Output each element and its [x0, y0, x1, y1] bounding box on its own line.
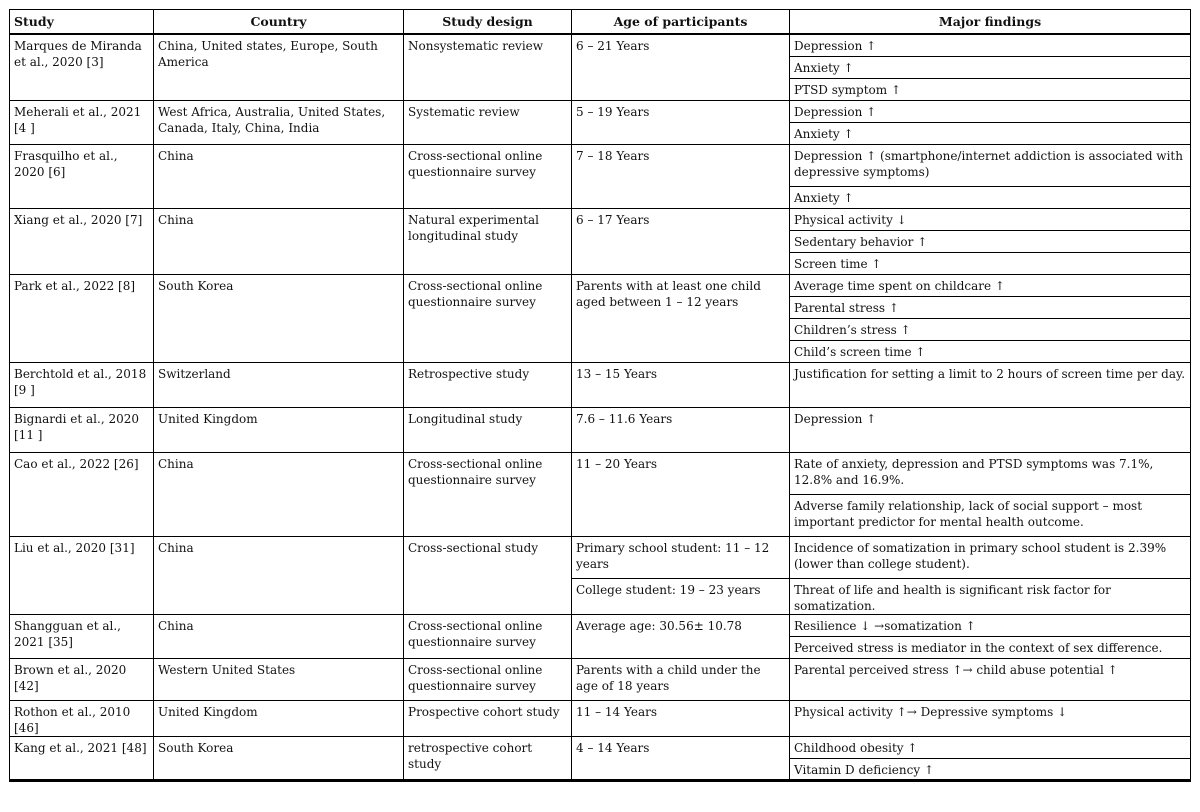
cell-age: 13 – 15 Years	[572, 362, 790, 407]
cell-age: 6 – 17 Years	[572, 208, 790, 274]
cell-finding: Physical activity ↑→ Depressive symptoms ↓	[790, 700, 1191, 736]
cell-finding: Anxiety ↑	[790, 56, 1191, 78]
cell-finding: Threat of life and health is significant risk factor for somatization.	[790, 578, 1191, 614]
cell-study: Brown et al., 2020 [42]	[10, 658, 154, 700]
header-row	[10, 10, 1191, 35]
cell-country: Western United States	[154, 658, 404, 700]
header-country: Country	[154, 10, 404, 35]
cell-design: Retrospective study	[404, 362, 572, 407]
cell-country: West Africa, Australia, United States, Canada, Italy, China, India	[154, 100, 404, 144]
cell-study: Kang et al., 2021 [48]	[10, 736, 154, 780]
cell-finding: Perceived stress is mediator in the context of sex difference.	[790, 636, 1191, 658]
table-row	[10, 700, 1191, 736]
cell-age: 4 – 14 Years	[572, 736, 790, 780]
cell-design: Nonsystematic review	[404, 34, 572, 100]
cell-country: China	[154, 536, 404, 614]
table-row	[10, 614, 1191, 636]
header-age: Age of participants	[572, 10, 790, 35]
table-row	[10, 144, 1191, 186]
cell-study: Bignardi et al., 2020 [11 ]	[10, 407, 154, 452]
cell-finding: Anxiety ↑	[790, 122, 1191, 144]
cell-study: Meherali et al., 2021 [4 ]	[10, 100, 154, 144]
studies-table	[9, 9, 1191, 782]
cell-design: Prospective cohort study	[404, 700, 572, 736]
cell-finding: PTSD symptom ↑	[790, 78, 1191, 100]
cell-study: Liu et al., 2020 [31]	[10, 536, 154, 614]
table-row	[10, 658, 1191, 700]
header-study: Study	[10, 10, 154, 35]
cell-study: Frasquilho et al., 2020 [6]	[10, 144, 154, 208]
cell-country: South Korea	[154, 736, 404, 780]
cell-country: China	[154, 614, 404, 658]
cell-finding: Children’s stress ↑	[790, 318, 1191, 340]
cell-design: Cross-sectional online questionnaire survey	[404, 614, 572, 658]
cell-country: United Kingdom	[154, 700, 404, 736]
cell-design: Cross-sectional study	[404, 536, 572, 614]
cell-study: Shangguan et al., 2021 [35]	[10, 614, 154, 658]
cell-study: Park et al., 2022 [8]	[10, 274, 154, 362]
cell-finding: Parental stress ↑	[790, 296, 1191, 318]
cell-finding: Childhood obesity ↑	[790, 736, 1191, 758]
cell-finding: Incidence of somatization in primary school student is 2.39% (lower than college student).	[790, 536, 1191, 578]
header-study-design: Study design	[404, 10, 572, 35]
table-row	[10, 736, 1191, 758]
cell-age: Parents with at least one child aged between 1 – 12 years	[572, 274, 790, 362]
cell-finding: Vitamin D deficiency ↑	[790, 758, 1191, 780]
cell-design: Natural experimental longitudinal study	[404, 208, 572, 274]
cell-finding: Screen time ↑	[790, 252, 1191, 274]
cell-design: Cross-sectional online questionnaire survey	[404, 658, 572, 700]
cell-age: 6 – 21 Years	[572, 34, 790, 100]
cell-country: South Korea	[154, 274, 404, 362]
cell-study: Marques de Miranda et al., 2020 [3]	[10, 34, 154, 100]
cell-design: Cross-sectional online questionnaire survey	[404, 274, 572, 362]
cell-finding: Rate of anxiety, depression and PTSD symptoms was 7.1%, 12.8% and 16.9%.	[790, 452, 1191, 494]
cell-finding: Depression ↑	[790, 34, 1191, 56]
cell-age: College student: 19 – 23 years	[572, 578, 790, 614]
table-row	[10, 362, 1191, 407]
table-row	[10, 34, 1191, 56]
table-row	[10, 452, 1191, 494]
cell-design: Longitudinal study	[404, 407, 572, 452]
cell-design: Cross-sectional online questionnaire survey	[404, 452, 572, 536]
cell-finding: Sedentary behavior ↑	[790, 230, 1191, 252]
cell-age: 7 – 18 Years	[572, 144, 790, 208]
cell-country: China	[154, 452, 404, 536]
cell-age: 11 – 20 Years	[572, 452, 790, 536]
cell-finding: Adverse family relationship, lack of social support – most important predictor for mental health outcome.	[790, 494, 1191, 536]
cell-age: Average age: 30.56± 10.78	[572, 614, 790, 658]
cell-country: China	[154, 144, 404, 208]
cell-finding: Justification for setting a limit to 2 hours of screen time per day.	[790, 362, 1191, 407]
cell-finding: Depression ↑ (smartphone/internet addiction is associated with depressive symptoms)	[790, 144, 1191, 186]
cell-country: China, United states, Europe, South America	[154, 34, 404, 100]
table-row	[10, 407, 1191, 452]
table-container	[9, 9, 1190, 782]
table-row	[10, 208, 1191, 230]
cell-finding: Depression ↑	[790, 100, 1191, 122]
cell-study: Berchtold et al., 2018 [9 ]	[10, 362, 154, 407]
cell-design: Cross-sectional online questionnaire survey	[404, 144, 572, 208]
cell-finding: Average time spent on childcare ↑	[790, 274, 1191, 296]
cell-study: Xiang et al., 2020 [7]	[10, 208, 154, 274]
cell-country: China	[154, 208, 404, 274]
cell-design: Systematic review	[404, 100, 572, 144]
cell-age: 11 – 14 Years	[572, 700, 790, 736]
cell-age: 7.6 – 11.6 Years	[572, 407, 790, 452]
cell-age: Primary school student: 11 – 12 years	[572, 536, 790, 578]
cell-finding: Resilience ↓ →somatization ↑	[790, 614, 1191, 636]
cell-finding: Child’s screen time ↑	[790, 340, 1191, 362]
cell-finding: Anxiety ↑	[790, 186, 1191, 208]
cell-finding: Depression ↑	[790, 407, 1191, 452]
cell-country: United Kingdom	[154, 407, 404, 452]
cell-study: Cao et al., 2022 [26]	[10, 452, 154, 536]
cell-finding: Parental perceived stress ↑→ child abuse potential ↑	[790, 658, 1191, 700]
cell-design: retrospective cohort study	[404, 736, 572, 780]
cell-study: Rothon et al., 2010 [46]	[10, 700, 154, 736]
table-row	[10, 100, 1191, 122]
cell-age: Parents with a child under the age of 18 years	[572, 658, 790, 700]
header-findings: Major findings	[790, 10, 1191, 35]
table-row	[10, 536, 1191, 578]
cell-age: 5 – 19 Years	[572, 100, 790, 144]
cell-finding: Physical activity ↓	[790, 208, 1191, 230]
cell-country: Switzerland	[154, 362, 404, 407]
table-row	[10, 274, 1191, 296]
